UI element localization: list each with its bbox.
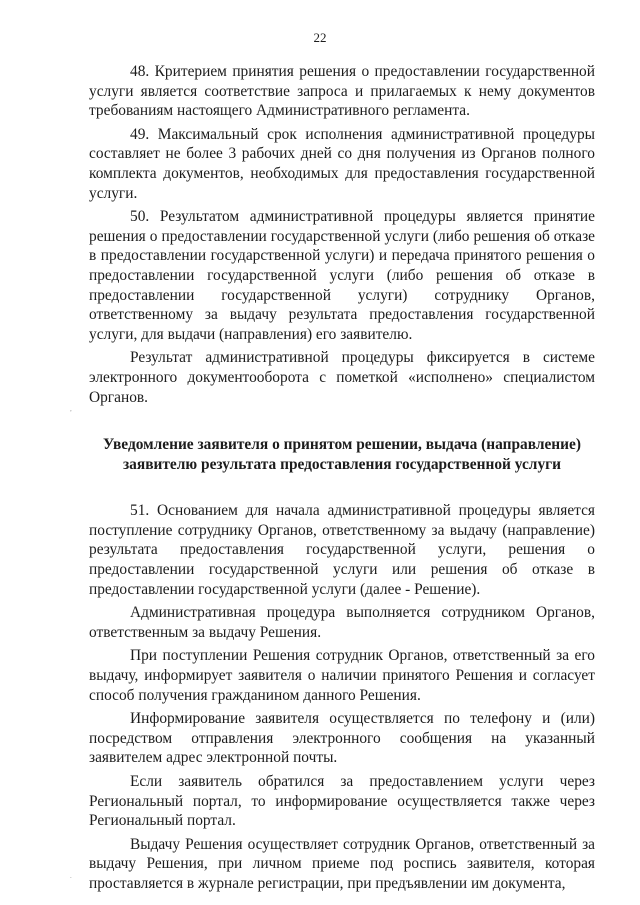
margin-mark: ,	[70, 405, 72, 413]
section-heading: Уведомление заявителя о принятом решении, выдача (направление) заявителю результата предоставления государственной услуги	[102, 436, 582, 473]
paragraph-issuance: Выдачу Решения осуществляет сотрудник Органов, ответственный за выдачу Решения, при личном приеме под роспись заявителя, которая проставляется в журнале регистрации, при предъявлении им документа,	[89, 835, 595, 892]
paragraph-result: Результат административной процедуры фиксируется в системе электронного документооборота с пометкой «исполнено» специалистом Органов.	[89, 349, 595, 406]
paragraph-portal: Если заявитель обратился за предоставлением услуги через Региональный портал, то информирование осуществляется также через Региональный портал.	[89, 773, 595, 830]
page-number: 22	[313, 30, 327, 45]
margin-mark: .	[70, 872, 72, 880]
document-body	[89, 62, 595, 898]
paragraph-50: 50. Результатом административной процедуры является принятие решения о предоставлении государственной услуги (либо решения об отказе в предоставлении государственной услуги) и передача принятого решения о предоставлении государственной услуги (либо решения об отказе в предоставлении государственной услуги) сотруднику Органов, ответственному за выдачу результата предоставления государственной услуги, для выдачи (направления) его заявителю.	[89, 208, 595, 343]
paragraph-49: 49. Максимальный срок исполнения административной процедуры составляет не более 3 рабочих дней со дня получения из Органов полного комплекта документов, необходимых для предоставления государственной услуги.	[89, 125, 595, 202]
paragraph-48: 48. Критерием принятия решения о предоставлении государственной услуги является соответствие запроса и прилагаемых к нему документов требованиям настоящего Административного регламента.	[89, 63, 595, 120]
paragraph-receipt: При поступлении Решения сотрудник Органов, ответственный за его выдачу, информирует заявителя о наличии принятого Решения и согласует способ получения гражданином данного Решения.	[89, 647, 595, 704]
paragraph-51: 51. Основанием для начала административной процедуры является поступление сотруднику Органов, ответственному за выдачу (направление) результата предоставления государственной услуги, решения о предоставлении государственной услуги или решения об отказе в предоставлении государственной услуги (далее - Решение).	[89, 502, 595, 598]
paragraph-informing: Информирование заявителя осуществляется по телефону и (или) посредством отправления электронного сообщения на указанный заявителем адрес электронной почты.	[89, 710, 595, 767]
paragraph-procedure: Административная процедура выполняется сотрудником Органов, ответственным за выдачу Решения.	[89, 604, 595, 641]
